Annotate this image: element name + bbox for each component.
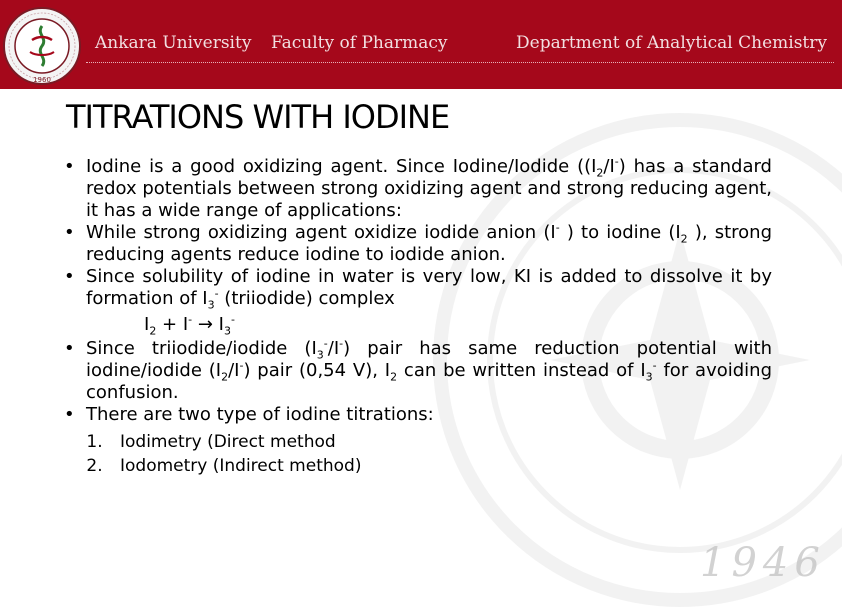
- faculty-name: Faculty of Pharmacy: [271, 33, 448, 53]
- list-item: 1. Iodimetry (Direct method: [108, 430, 772, 454]
- slide-title: TITRATIONS WITH IODINE: [66, 98, 450, 136]
- titration-types-list: [108, 430, 772, 478]
- bullet-oxidizing-agent: • Iodine is a good oxidizing agent. Since Iodine/Iodide ($(I_2/I^-)$ has a standard redox potentials between strong oxidizing agent and strong reducing agent, it has a wide range of applications:: [64, 156, 772, 222]
- header-banner: [0, 0, 842, 89]
- bullet-titration-types: • There are two type of iodine titrations:: [64, 404, 772, 426]
- header-divider: [86, 62, 834, 63]
- bullet-triiodide-pair: • Since triiodide/iodide $(I_3^-/I^-)$ pair has same reduction potential with iodine/iodide $(I_2/I^-)$ pair (0,54 V), $I_2$ can be written instead of $I_3^-$ for avoiding confusion.: [64, 338, 772, 404]
- list-item: 2. Iodometry (Indirect method): [108, 454, 772, 478]
- logo-year: 1960: [33, 76, 51, 84]
- triiodide-equation: $I_2 + I^- \to I_3^-$: [144, 313, 235, 338]
- arrow-icon: →: [192, 314, 219, 335]
- university-name: Ankara University: [95, 33, 252, 53]
- department-name: Department of Analytical Chemistry: [516, 33, 827, 53]
- watermark-year: 1946: [700, 540, 826, 586]
- university-seal-logo: [2, 6, 82, 86]
- bullet-redox-direction: • While strong oxidizing agent oxidize iodide anion (I- ) to iodine ($I_2$ ), strong reducing agents reduce iodine to iodide anion.: [64, 222, 772, 266]
- slide-content: [64, 156, 772, 478]
- bullet-solubility: • Since solubility of iodine in water is very low, KI is added to dissolve it by formation of $I_3^-$ (triiodide) complex: [64, 266, 772, 310]
